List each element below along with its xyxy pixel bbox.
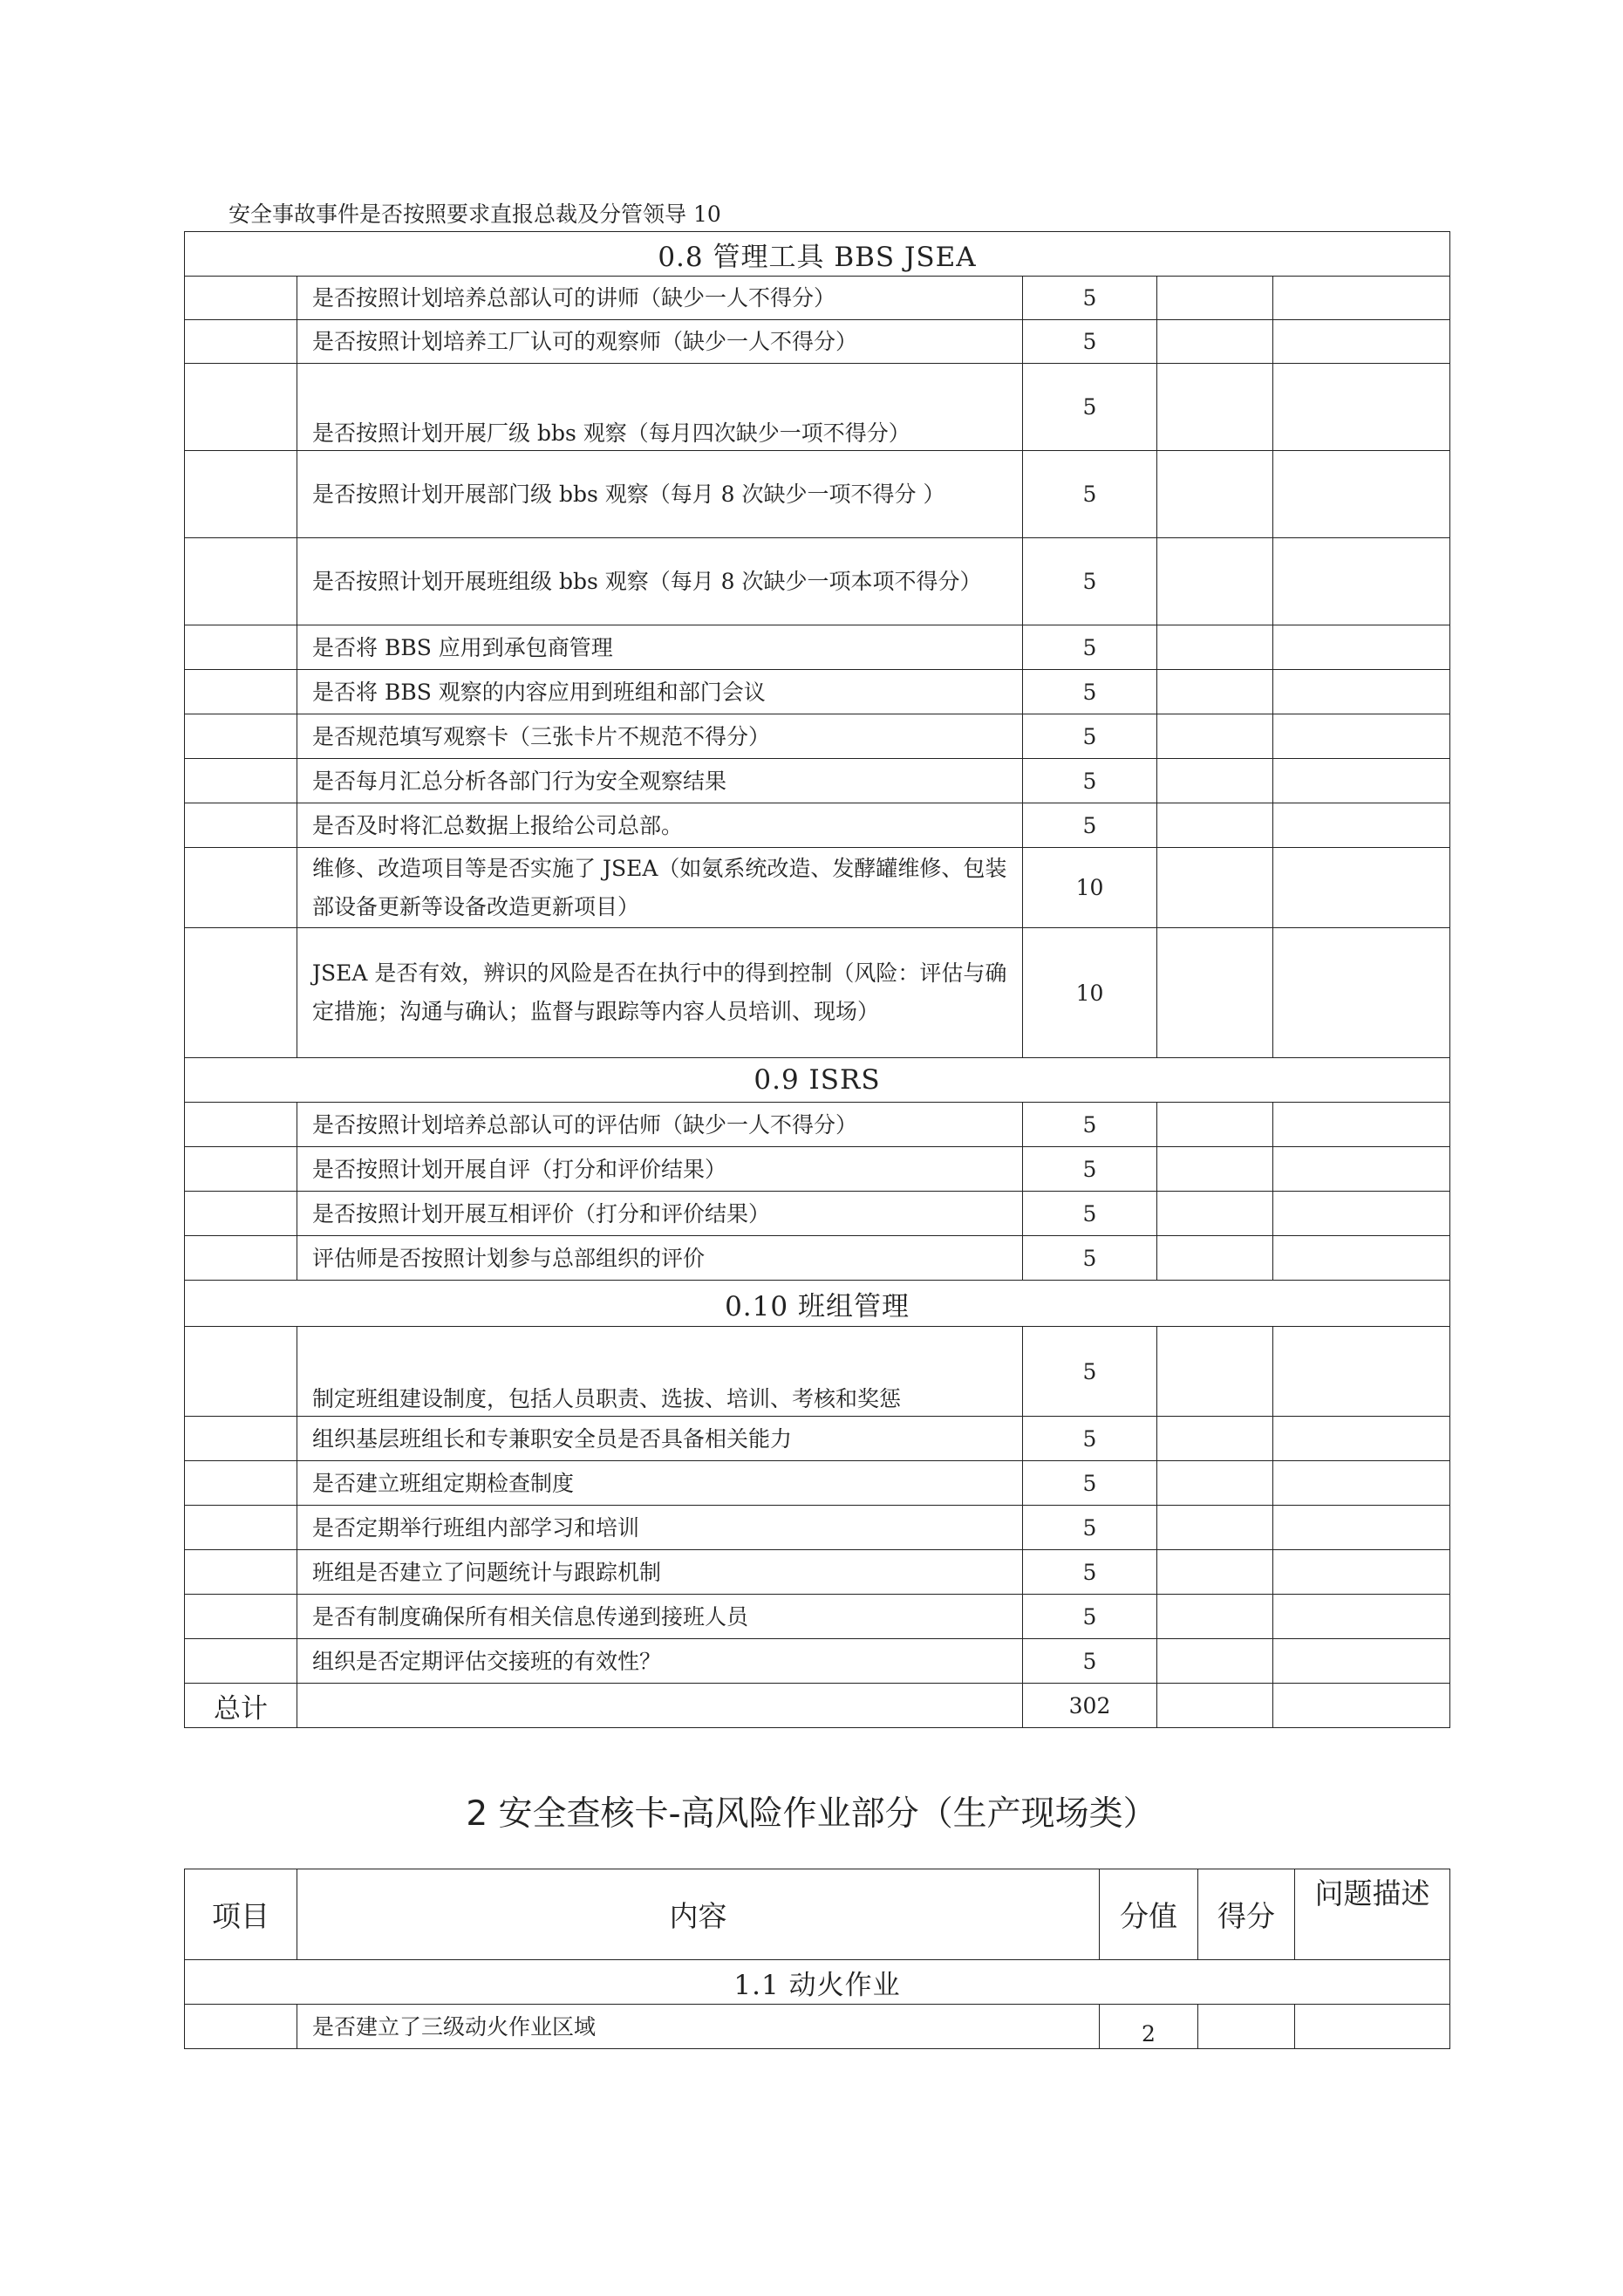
score-cell: 10 bbox=[1023, 928, 1157, 1058]
item-cell bbox=[185, 320, 297, 364]
got-cell bbox=[1157, 625, 1273, 670]
score-cell: 5 bbox=[1023, 625, 1157, 670]
header-desc: 问题描述 bbox=[1295, 1869, 1450, 1960]
item-cell bbox=[185, 1417, 297, 1461]
table-row bbox=[185, 1550, 1450, 1595]
item-cell bbox=[185, 1236, 297, 1281]
content-cell: 组织基层班组长和专兼职安全员是否具备相关能力 bbox=[297, 1417, 1023, 1461]
score-cell: 5 bbox=[1023, 1147, 1157, 1192]
section-title-010: 0.10 班组管理 bbox=[185, 1281, 1450, 1327]
desc-cell bbox=[1273, 1192, 1450, 1236]
item-cell bbox=[185, 1550, 297, 1595]
score-cell: 10 bbox=[1023, 848, 1157, 928]
got-cell bbox=[1157, 320, 1273, 364]
score-cell: 5 bbox=[1023, 1417, 1157, 1461]
score-cell: 5 bbox=[1023, 364, 1157, 451]
content-cell: 是否及时将汇总数据上报给公司总部。 bbox=[297, 803, 1023, 848]
content-cell: 评估师是否按照计划参与总部组织的评价 bbox=[297, 1236, 1023, 1281]
table-header-row bbox=[185, 1869, 1450, 1960]
table-row bbox=[185, 848, 1450, 928]
score-cell: 5 bbox=[1023, 1639, 1157, 1684]
score-cell: 5 bbox=[1023, 803, 1157, 848]
desc-cell bbox=[1295, 2005, 1450, 2049]
got-cell bbox=[1198, 2005, 1295, 2049]
got-cell bbox=[1157, 670, 1273, 714]
desc-cell bbox=[1273, 928, 1450, 1058]
desc-cell bbox=[1273, 1236, 1450, 1281]
table-row bbox=[185, 277, 1450, 320]
desc-cell bbox=[1273, 1506, 1450, 1550]
total-label: 总计 bbox=[185, 1684, 297, 1728]
item-cell bbox=[185, 928, 297, 1058]
total-value: 302 bbox=[1023, 1684, 1157, 1728]
table-row bbox=[185, 1461, 1450, 1506]
desc-cell bbox=[1273, 1103, 1450, 1147]
got-cell bbox=[1157, 1327, 1273, 1417]
section-header-row bbox=[185, 1960, 1450, 2005]
item-cell bbox=[185, 1147, 297, 1192]
got-cell bbox=[1157, 1147, 1273, 1192]
table-row bbox=[185, 803, 1450, 848]
item-cell bbox=[185, 714, 297, 759]
score-cell: 5 bbox=[1023, 1192, 1157, 1236]
got-cell bbox=[1157, 1639, 1273, 1684]
section-header-row bbox=[185, 232, 1450, 277]
desc-cell bbox=[1273, 320, 1450, 364]
header-item: 项目 bbox=[185, 1869, 297, 1960]
item-cell bbox=[185, 803, 297, 848]
intro-line: 安全事故事件是否按照要求直报总裁及分管领导 10 bbox=[228, 202, 721, 227]
desc-cell bbox=[1273, 364, 1450, 451]
got-cell bbox=[1157, 451, 1273, 538]
content-cell: 是否有制度确保所有相关信息传递到接班人员 bbox=[297, 1595, 1023, 1639]
desc-cell bbox=[1273, 1147, 1450, 1192]
table-row bbox=[185, 451, 1450, 538]
table-row bbox=[185, 1103, 1450, 1147]
desc-cell bbox=[1273, 759, 1450, 803]
content-cell: 是否按照计划培养总部认可的讲师（缺少一人不得分） bbox=[297, 277, 1023, 320]
item-cell bbox=[185, 538, 297, 625]
content-cell: 是否建立了三级动火作业区域 bbox=[297, 2005, 1100, 2049]
desc-cell bbox=[1273, 451, 1450, 538]
score-cell: 5 bbox=[1023, 1506, 1157, 1550]
content-cell: 是否将 BBS 观察的内容应用到班组和部门会议 bbox=[297, 670, 1023, 714]
content-cell: 是否每月汇总分析各部门行为安全观察结果 bbox=[297, 759, 1023, 803]
content-cell: 维修、改造项目等是否实施了 JSEA（如氨系统改造、发酵罐维修、包装部设备更新等设备改造更新项目） bbox=[297, 848, 1023, 928]
table-row bbox=[185, 364, 1450, 451]
desc-cell bbox=[1273, 670, 1450, 714]
item-cell bbox=[185, 1192, 297, 1236]
got-cell bbox=[1157, 1236, 1273, 1281]
table-row bbox=[185, 320, 1450, 364]
content-cell: 是否按照计划开展部门级 bbs 观察（每月 8 次缺少一项不得分 ） bbox=[297, 451, 1023, 538]
desc-cell bbox=[1273, 538, 1450, 625]
got-cell bbox=[1157, 364, 1273, 451]
table-row bbox=[185, 2005, 1450, 2049]
table-row bbox=[185, 759, 1450, 803]
table-row bbox=[185, 670, 1450, 714]
got-cell bbox=[1157, 1103, 1273, 1147]
score-cell: 5 bbox=[1023, 451, 1157, 538]
table-row bbox=[185, 1595, 1450, 1639]
content-cell: 是否按照计划培养总部认可的评估师（缺少一人不得分） bbox=[297, 1103, 1023, 1147]
got-cell bbox=[1157, 928, 1273, 1058]
section-header-row bbox=[185, 1281, 1450, 1327]
section-heading-2: 2 安全查核卡-高风险作业部分（生产现场类） bbox=[466, 1794, 1157, 1834]
table-row bbox=[185, 625, 1450, 670]
item-cell bbox=[185, 848, 297, 928]
got-cell bbox=[1157, 803, 1273, 848]
desc-cell bbox=[1273, 1417, 1450, 1461]
header-content: 内容 bbox=[297, 1869, 1100, 1960]
score-cell: 5 bbox=[1023, 1550, 1157, 1595]
got-cell bbox=[1157, 277, 1273, 320]
desc-cell bbox=[1273, 714, 1450, 759]
content-cell: 班组是否建立了问题统计与跟踪机制 bbox=[297, 1550, 1023, 1595]
score-cell: 5 bbox=[1023, 320, 1157, 364]
got-cell bbox=[1157, 1506, 1273, 1550]
item-cell bbox=[185, 1327, 297, 1417]
content-cell: 是否定期举行班组内部学习和培训 bbox=[297, 1506, 1023, 1550]
desc-cell bbox=[1273, 1639, 1450, 1684]
content-cell: 组织是否定期评估交接班的有效性？ bbox=[297, 1639, 1023, 1684]
score-cell: 5 bbox=[1023, 714, 1157, 759]
item-cell bbox=[185, 1103, 297, 1147]
checklist-table-2 bbox=[184, 1869, 1450, 2049]
got-cell bbox=[1157, 1192, 1273, 1236]
score-cell: 2 bbox=[1100, 2005, 1198, 2049]
score-cell: 5 bbox=[1023, 1103, 1157, 1147]
table-row bbox=[185, 928, 1450, 1058]
content-cell: 是否规范填写观察卡（三张卡片不规范不得分） bbox=[297, 714, 1023, 759]
header-got: 得分 bbox=[1198, 1869, 1295, 1960]
score-cell: 5 bbox=[1023, 759, 1157, 803]
section-title-09: 0.9 ISRS bbox=[185, 1058, 1450, 1103]
table-row bbox=[185, 1192, 1450, 1236]
desc-cell bbox=[1273, 1684, 1450, 1728]
item-cell bbox=[185, 625, 297, 670]
desc-cell bbox=[1273, 848, 1450, 928]
got-cell bbox=[1157, 538, 1273, 625]
table-row bbox=[185, 1417, 1450, 1461]
got-cell bbox=[1157, 714, 1273, 759]
item-cell bbox=[185, 1639, 297, 1684]
table-row bbox=[185, 1236, 1450, 1281]
content-cell: 是否按照计划培养工厂认可的观察师（缺少一人不得分） bbox=[297, 320, 1023, 364]
got-cell bbox=[1157, 1550, 1273, 1595]
desc-cell bbox=[1273, 277, 1450, 320]
content-cell: 是否按照计划开展互相评价（打分和评价结果） bbox=[297, 1192, 1023, 1236]
item-cell bbox=[185, 277, 297, 320]
content-cell: JSEA 是否有效，辨识的风险是否在执行中的得到控制（风险：评估与确定措施；沟通与确认；监督与跟踪等内容人员培训、现场） bbox=[297, 928, 1023, 1058]
section-title-08: 0.8 管理工具 BBS JSEA bbox=[185, 232, 1450, 277]
content-cell: 是否建立班组定期检查制度 bbox=[297, 1461, 1023, 1506]
table-row bbox=[185, 538, 1450, 625]
got-cell bbox=[1157, 848, 1273, 928]
content-cell: 是否按照计划开展厂级 bbs 观察（每月四次缺少一项不得分） bbox=[297, 364, 1023, 451]
score-cell: 5 bbox=[1023, 1327, 1157, 1417]
checklist-table-1 bbox=[184, 231, 1450, 1728]
total-row bbox=[185, 1684, 1450, 1728]
section-title-11: 1.1 动火作业 bbox=[185, 1960, 1450, 2005]
content-cell: 是否将 BBS 应用到承包商管理 bbox=[297, 625, 1023, 670]
table-row bbox=[185, 714, 1450, 759]
section-header-row bbox=[185, 1058, 1450, 1103]
header-score: 分值 bbox=[1100, 1869, 1198, 1960]
desc-cell bbox=[1273, 1550, 1450, 1595]
content-cell: 制定班组建设制度，包括人员职责、选拔、培训、考核和奖惩 bbox=[297, 1327, 1023, 1417]
table-row bbox=[185, 1639, 1450, 1684]
desc-cell bbox=[1273, 1327, 1450, 1417]
item-cell bbox=[185, 670, 297, 714]
score-cell: 5 bbox=[1023, 1461, 1157, 1506]
item-cell bbox=[185, 364, 297, 451]
got-cell bbox=[1157, 1595, 1273, 1639]
item-cell bbox=[185, 1461, 297, 1506]
item-cell bbox=[185, 451, 297, 538]
item-cell bbox=[185, 1595, 297, 1639]
got-cell bbox=[1157, 759, 1273, 803]
item-cell bbox=[185, 2005, 297, 2049]
got-cell bbox=[1157, 1461, 1273, 1506]
score-cell: 5 bbox=[1023, 538, 1157, 625]
table-row bbox=[185, 1147, 1450, 1192]
content-cell bbox=[297, 1684, 1023, 1728]
score-cell: 5 bbox=[1023, 670, 1157, 714]
item-cell bbox=[185, 1506, 297, 1550]
score-cell: 5 bbox=[1023, 277, 1157, 320]
table-row bbox=[185, 1327, 1450, 1417]
score-cell: 5 bbox=[1023, 1236, 1157, 1281]
desc-cell bbox=[1273, 625, 1450, 670]
content-cell: 是否按照计划开展班组级 bbs 观察（每月 8 次缺少一项本项不得分） bbox=[297, 538, 1023, 625]
desc-cell bbox=[1273, 803, 1450, 848]
table-row bbox=[185, 1506, 1450, 1550]
desc-cell bbox=[1273, 1595, 1450, 1639]
desc-cell bbox=[1273, 1461, 1450, 1506]
got-cell bbox=[1157, 1417, 1273, 1461]
got-cell bbox=[1157, 1684, 1273, 1728]
content-cell: 是否按照计划开展自评（打分和评价结果） bbox=[297, 1147, 1023, 1192]
score-cell: 5 bbox=[1023, 1595, 1157, 1639]
item-cell bbox=[185, 759, 297, 803]
